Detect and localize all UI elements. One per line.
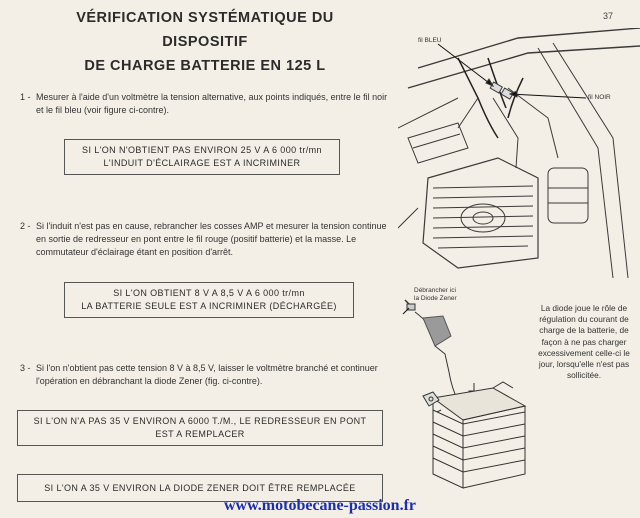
engine-wiring-figure <box>398 28 640 278</box>
step-3-box-line-1: SI L'ON N'A PAS 35 V ENVIRON A 6000 T./M., LE REDRESSEUR EN PONT <box>33 416 367 426</box>
label-blue-wire: fil BLEU <box>418 37 442 44</box>
step-3-box-line-2: EST A REMPLACER <box>155 429 245 439</box>
step-1-text: Mesurer à l'aide d'un voltmètre la tension alternative, aux points indiqués, entre le fil noir et le fil bleu (voir figure ci-contre). <box>36 92 388 115</box>
zener-caption: La diode joue le rôle de régulation du courant de charge de la batterie, de façon à ne pas charger excessivement celle-ci le jour, lorsqu'elle n'est pas sollicitée. <box>538 303 630 381</box>
zener-label-line-2: la Diode Zener <box>414 295 457 302</box>
step-3-number: 3 - <box>20 363 31 373</box>
title-line-2: DE CHARGE BATTERIE EN 125 L <box>84 58 326 74</box>
page-title <box>40 6 370 78</box>
label-black-wire: fil NOIR <box>588 94 611 101</box>
step-1-result-box <box>64 139 340 175</box>
step-1-number: 1 - <box>20 92 31 102</box>
step-2 <box>20 220 392 259</box>
step-2-result-box <box>64 282 354 318</box>
zener-label-line-1: Débrancher ici <box>414 287 456 294</box>
step-2-box-line-1: SI L'ON OBTIENT 8 V A 8,5 V A 6 000 tr/mn <box>113 288 305 298</box>
step-2-number: 2 - <box>20 221 31 231</box>
zener-diode-figure <box>393 288 535 494</box>
zener-disconnect-label <box>414 287 474 303</box>
step-3-result-box <box>17 410 383 446</box>
step-2-box-line-2: LA BATTERIE SEULE EST A INCRIMINER (DÉCHARGÉE) <box>81 301 337 311</box>
footer-url: www.motobecane-passion.fr <box>224 497 416 514</box>
step-3 <box>20 362 392 388</box>
step-1 <box>20 91 392 117</box>
step-3-text: Si l'on n'obtient pas cette tension 8 V à 8,5 V, laisser le voltmètre branché et continuer l'opération en débranchant la diode Zener (fig. ci-contre). <box>36 363 378 386</box>
title-line-1: VÉRIFICATION SYSTÉMATIQUE DU DISPOSITIF <box>76 10 334 50</box>
page-number: 37 <box>603 11 614 21</box>
final-box-text: SI L'ON A 35 V ENVIRON LA DIODE ZENER DOIT ÊTRE REMPLACÉE <box>44 483 356 493</box>
step-1-box-line-2: L'INDUIT D'ÉCLAIRAGE EST A INCRIMINER <box>103 158 301 168</box>
step-1-box-line-1: SI L'ON N'OBTIENT PAS ENVIRON 25 V A 6 000 tr/mn <box>82 145 322 155</box>
step-2-text: Si l'induit n'est pas en cause, rebrancher les cosses AMP et mesurer la tension continue en sortie de redresseur en pont entre le fil rouge (positif batterie) et la masse. Le commutateur d'éclairage étant en position d'arrêt. <box>36 221 387 257</box>
